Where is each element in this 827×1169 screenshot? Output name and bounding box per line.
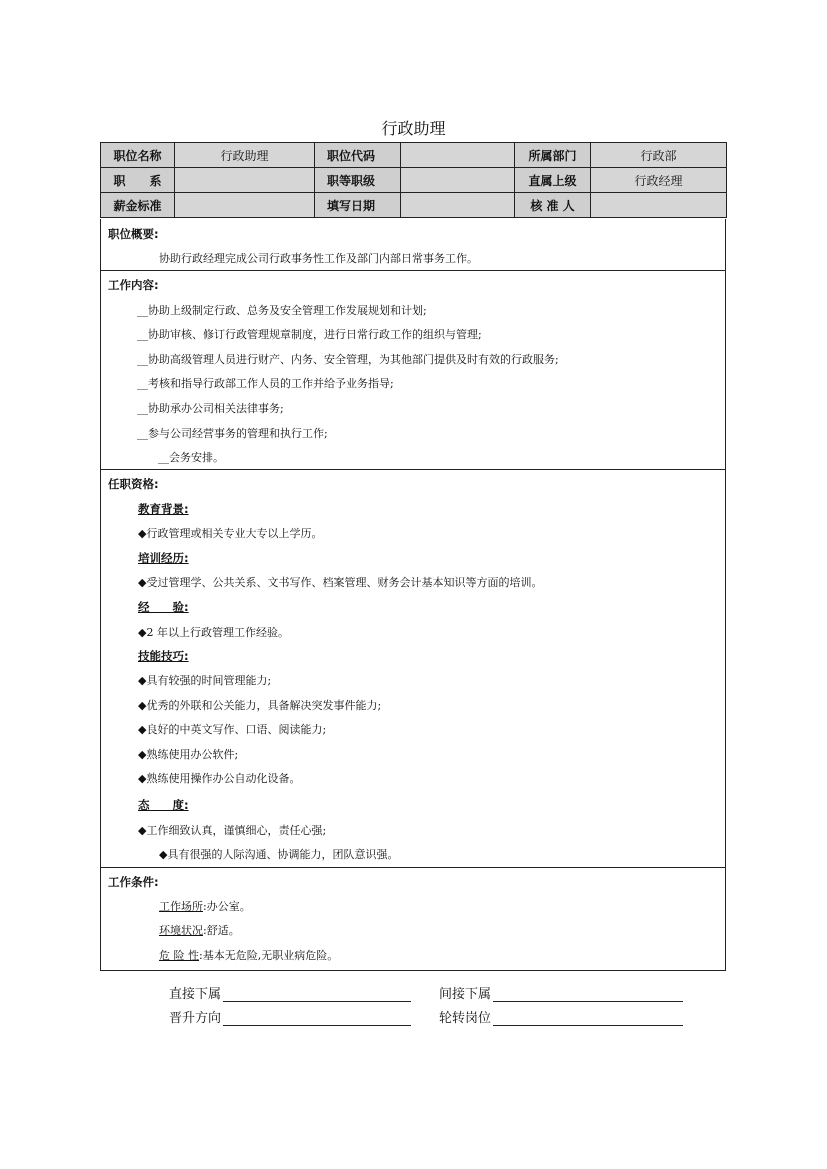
duties-heading: 工作内容: [108,278,159,292]
indirect-subordinate-line[interactable] [493,987,683,1002]
position-code-value [401,143,515,168]
supervisor-label: 直属上级 [515,168,591,193]
training-text: ◆受过管理学、公共关系、文书写作、档案管理、财务会计基本知识等方面的培训。 [138,576,543,589]
direct-subordinate-label: 直接下属 [169,987,222,1002]
section-divider [100,867,726,868]
header-row-2 [101,168,727,193]
salary-value [175,193,315,218]
experience-label: 经 验: [138,600,189,614]
duty-item: __参与公司经营事务的管理和执行工作; [137,427,328,440]
position-code-label: 职位代码 [315,143,401,168]
position-name-label: 职位名称 [101,143,175,168]
qualifications-heading: 任职资格: [108,477,159,491]
fill-date-label: 填写日期 [315,193,401,218]
skill-item: ◆良好的中英文写作、口语、阅读能力; [138,723,327,736]
overview-heading: 职位概要: [108,227,159,241]
attitude-item: ◆具有很强的人际沟通、协调能力，团队意识强。 [159,848,399,861]
attitude-label: 态 度: [138,798,189,812]
rotation-label: 轮转岗位 [439,1011,492,1026]
duty-item: __协助高级管理人员进行财产、内务、安全管理，为其他部门提供及时有效的行政服务; [137,353,559,366]
job-family-label: 职 系 [101,168,175,193]
duty-item: __考核和指导行政部工作人员的工作并给予业务指导; [137,377,394,390]
work-place-value: :办公室。 [203,900,251,913]
page-title: 行政助理 [381,119,446,138]
education-label: 教育背景: [138,502,189,516]
header-row-1 [101,143,727,168]
work-place-label: 工作场所 [159,900,203,913]
duty-item: __协助审核、修订行政管理规章制度，进行日常行政工作的组织与管理; [137,328,482,341]
direct-subordinate-line[interactable] [223,987,411,1002]
grade-value [401,168,515,193]
department-label: 所属部门 [515,143,591,168]
attitude-item: ◆工作细致认真，谨慎细心，责任心强; [138,824,327,837]
skill-item: ◆熟练使用办公软件; [138,748,239,761]
indirect-subordinate-field [439,983,683,1002]
promotion-line[interactable] [223,1011,411,1026]
risk-value: :基本无危险,无职业病危险。 [199,949,339,962]
skill-item: ◆熟练使用操作办公自动化设备。 [138,772,301,785]
position-name-value: 行政助理 [175,143,315,168]
environment-label: 环境状况 [159,924,203,937]
skill-item: ◆具有较强的时间管理能力; [138,674,272,687]
grade-label: 职等职级 [315,168,401,193]
salary-label: 薪金标准 [101,193,175,218]
risk [159,947,338,963]
header-table [100,142,727,218]
conditions-heading: 工作条件: [108,875,159,889]
experience-text: ◆2 年以上行政管理工作经验。 [138,626,289,639]
approver-label: 核 准 人 [515,193,591,218]
header-row-3 [101,193,727,218]
skill-item: ◆优秀的外联和公关能力，具备解决突发事件能力; [138,699,382,712]
duty-item: __会务安排。 [158,451,224,464]
overview-text: 协助行政经理完成公司行政事务性工作及部门内部日常事务工作。 [159,252,478,265]
duty-item: __协助上级制定行政、总务及安全管理工作发展规划和计划; [137,304,427,317]
indirect-subordinate-label: 间接下属 [439,987,492,1002]
environment-value: :舒适。 [203,924,240,937]
section-divider [100,270,726,271]
promotion-label: 晋升方向 [169,1011,222,1026]
direct-subordinate-field [169,983,411,1002]
promotion-field [169,1007,411,1026]
rotation-field [439,1007,683,1026]
job-family-value [175,168,315,193]
skills-label: 技能技巧: [138,649,189,663]
duty-item: __协助承办公司相关法律事务; [137,402,284,415]
training-label: 培训经历: [138,551,189,565]
rotation-line[interactable] [493,1011,683,1026]
work-place [159,898,251,914]
approver-value [591,193,727,218]
environment [159,922,240,938]
supervisor-value: 行政经理 [591,168,727,193]
education-text: ◆行政管理或相关专业大专以上学历。 [138,527,323,540]
section-divider [100,469,726,470]
department-value: 行政部 [591,143,727,168]
risk-label: 危 险 性 [159,949,199,962]
fill-date-value [401,193,515,218]
